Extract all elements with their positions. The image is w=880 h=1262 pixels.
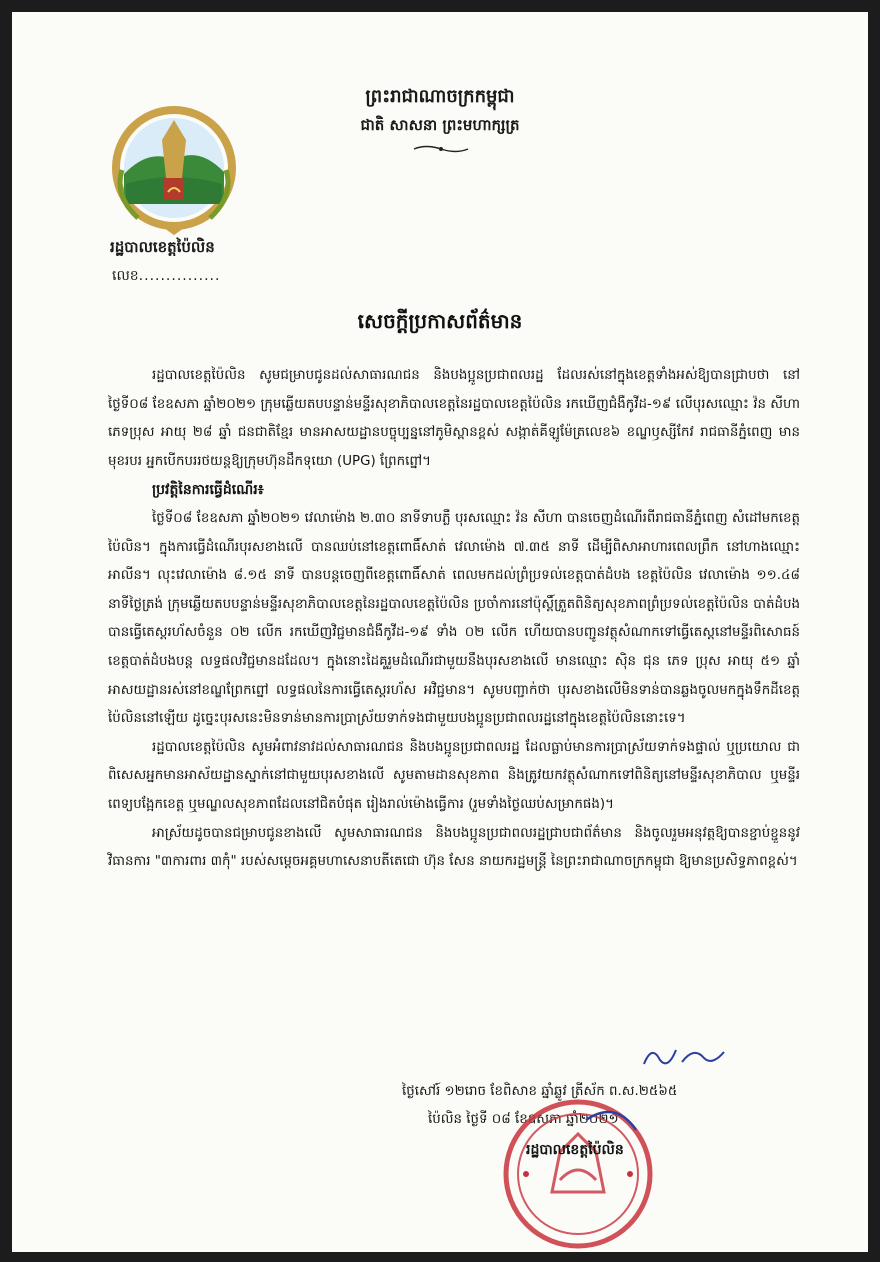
signatory: រដ្ឋបាលខេត្តប៉ៃលិន	[526, 1142, 624, 1158]
paragraph-appeal: រដ្ឋបាលខេត្តប៉ៃលិន សូមអំពាវនាវដល់សាធារណជន និងបងប្អូនប្រជាពលរដ្ឋ ដែលធ្លាប់មានការប្រាស្រ័យទាក់ទងផ្ទាល់ ឬប្រយោល ជាពិសេសអ្នកមានអាស័យដ្ឋានស្នាក់នៅជាមួយបុរសខាងលើ សូមតាមដានសុខភាព និងត្រូវយកវត្ថុសំណាកទៅពិនិត្យនៅមន្ទីរសុខាភិបាល ឬមន្ទីរពេទ្យបង្អែកខេត្ត ឬមណ្ឌលសុខភាពដែលនៅជិតបំផុត រៀងរាល់ម៉ោងធ្វើការ (រួមទាំងថ្ងៃឈប់សម្រាកផង)។	[108, 739, 800, 812]
document-body	[108, 362, 800, 877]
reference-label: លេខ	[112, 268, 139, 284]
reference-number	[112, 266, 220, 287]
document-sheet	[12, 12, 868, 1252]
paragraph-closing: អាស្រ័យដូចបានជម្រាបជូនខាងលើ សូមសាធារណជន និងបងប្អូនប្រជាពលរដ្ឋជ្រាបជាព័ត៌មាន និងចូលរួមអនុវត្តឱ្យបានខ្ជាប់ខ្ជួននូវវិធានការ "៣ការពារ ៣កុំ" របស់សម្តេចអគ្គមហាសេនាបតីតេជោ ហ៊ុន សែន នាយករដ្ឋមន្ត្រី នៃព្រះរាជាណាចក្រកម្ពុជា ឱ្យមានប្រសិទ្ធភាពខ្ពស់។	[108, 825, 800, 870]
official-seal	[486, 1090, 670, 1252]
ornament-divider	[412, 144, 470, 154]
lunar-date: ថ្ងៃសៅរ៍ ១២រោច ខែពិសាខ ឆ្នាំឆ្លូវ ត្រីស័ក ព.ស.២៥៦៥	[402, 1084, 678, 1099]
travel-history-heading: ប្រវត្តិនៃការធ្វើដំណើរ៖	[152, 482, 264, 499]
paragraph-announcement: រដ្ឋបាលខេត្តប៉ៃលិន សូមជម្រាបជូនដល់សាធារណជន និងបងប្អូនប្រជាពលរដ្ឋ ដែលរស់នៅក្នុងខេត្តទាំងអស់ឱ្យបានជ្រាបថា នៅថ្ងៃទី០៨ ខែឧសភា ឆ្នាំ២០២១ ក្រុមឆ្លើយតបបន្ទាន់មន្ទីរសុខាភិបាលខេត្តនៃរដ្ឋបាលខេត្តប៉ៃលិន រកឃើញជំងឺកូវីដ-១៩ លើបុរសឈ្មោះ វ៉ន សីហា ភេទប្រុស អាយុ ២៨ ឆ្នាំ ជនជាតិខ្មែរ មានអាសយដ្ឋានបច្ចុប្បន្ននៅភូមិស្ពានខ្ពស់ សង្កាត់គីឡូម៉ែត្រលេខ៦ ខណ្ឌឫស្សីកែវ រាជធានីភ្នំពេញ មានមុខរបរ អ្នកបើកបររថយន្តឱ្យក្រុមហ៊ុនដឹកទុយោ (UPG) ព្រែកព្នៅ។	[108, 368, 800, 469]
solar-date: ប៉ៃលិន ថ្ងៃទី ០៨ ខែឧសភា ឆ្នាំ២០២១	[428, 1112, 619, 1127]
paragraph-travel-history: ថ្ងៃទី០៨ ខែឧសភា ឆ្នាំ២០២១ វេលាម៉ោង ២.៣០ នាទីទាបភ្លឺ បុរសឈ្មោះ វ៉ន សីហា បានចេញដំណើរពីរាជធានីភ្នំពេញ សំដៅមកខេត្តប៉ៃលិន។ ក្នុងការធ្វើដំណើរបុរសខាងលើ បានឈប់នៅខេត្តពោធិ៍សាត់ វេលាម៉ោង ៧.៣៥ នាទី ដើម្បីពិសាអាហារពេលព្រឹក នៅហាងឈ្មោះ អាលីន។ លុះវេលាម៉ោង ៨.១៥ នាទី បានបន្តចេញពីខេត្តពោធិ៍សាត់ ពេលមកដល់ព្រំប្រទល់ខេត្តបាត់ដំបង ខេត្តប៉ៃលិន វេលាម៉ោង ១១.៤៨ នាទីថ្ងៃត្រង់ ក្រុមឆ្លើយតបបន្ទាន់មន្ទីរសុខាភិបាលខេត្តនៃរដ្ឋបាលខេត្តប៉ៃលិន ប្រចាំការនៅប៉ុស្តិ៍ត្រួតពិនិត្យសុខភាពព្រំប្រទល់ខេត្តប៉ៃលិន បាត់ដំបង បានធ្វើតេស្តរហ័សចំនួន ០២ លើក រកឃើញវិជ្ជមានជំងឺកូវីដ-១៩ ទាំង ០២ លើក ហើយបានបញ្ជូនវត្ថុសំណាកទៅធ្វើតេស្តនៅមន្ទីរពិសោធន៍ខេត្តបាត់ដំបងបន្ត លទ្ធផលវិជ្ជមានដដែល។ ក្នុងនោះដៃគូរួមដំណើរជាមួយនឹងបុរសខាងលើ មានឈ្មោះ ស៊ិន ជុន ភេទ ប្រុស អាយុ ៥១ ឆ្នាំ អាសយដ្ឋានរស់នៅខណ្ឌព្រែកព្នៅ លទ្ធផលនៃការធ្វើតេស្តរហ័ស អវិជ្ជមាន។ សូមបញ្ជាក់ថា បុរសខាងលើមិនទាន់បានឆ្លងចូលមកក្នុងទឹកដីខេត្តប៉ៃលិននៅឡើយ ដូច្នេះបុរសនេះមិនទាន់មានការប្រាស្រ័យទាក់ទងជាមួយបងប្អូនប្រជាពលរដ្ឋនៅក្នុងខេត្តប៉ៃលិននោះទេ។	[108, 510, 800, 727]
national-motto: ជាតិ សាសនា ព្រះមហាក្សត្រ	[360, 116, 520, 134]
handwritten-initials	[638, 1040, 728, 1072]
ministry-name: រដ្ឋបាលខេត្តប៉ៃលិន	[110, 238, 215, 256]
kingdom-heading: ព្រះរាជាណាចក្រកម្ពុជា	[365, 86, 515, 107]
reference-dots: ...............	[138, 268, 221, 284]
document-title: សេចក្តីប្រកាសព័ត៌មាន	[357, 309, 523, 333]
